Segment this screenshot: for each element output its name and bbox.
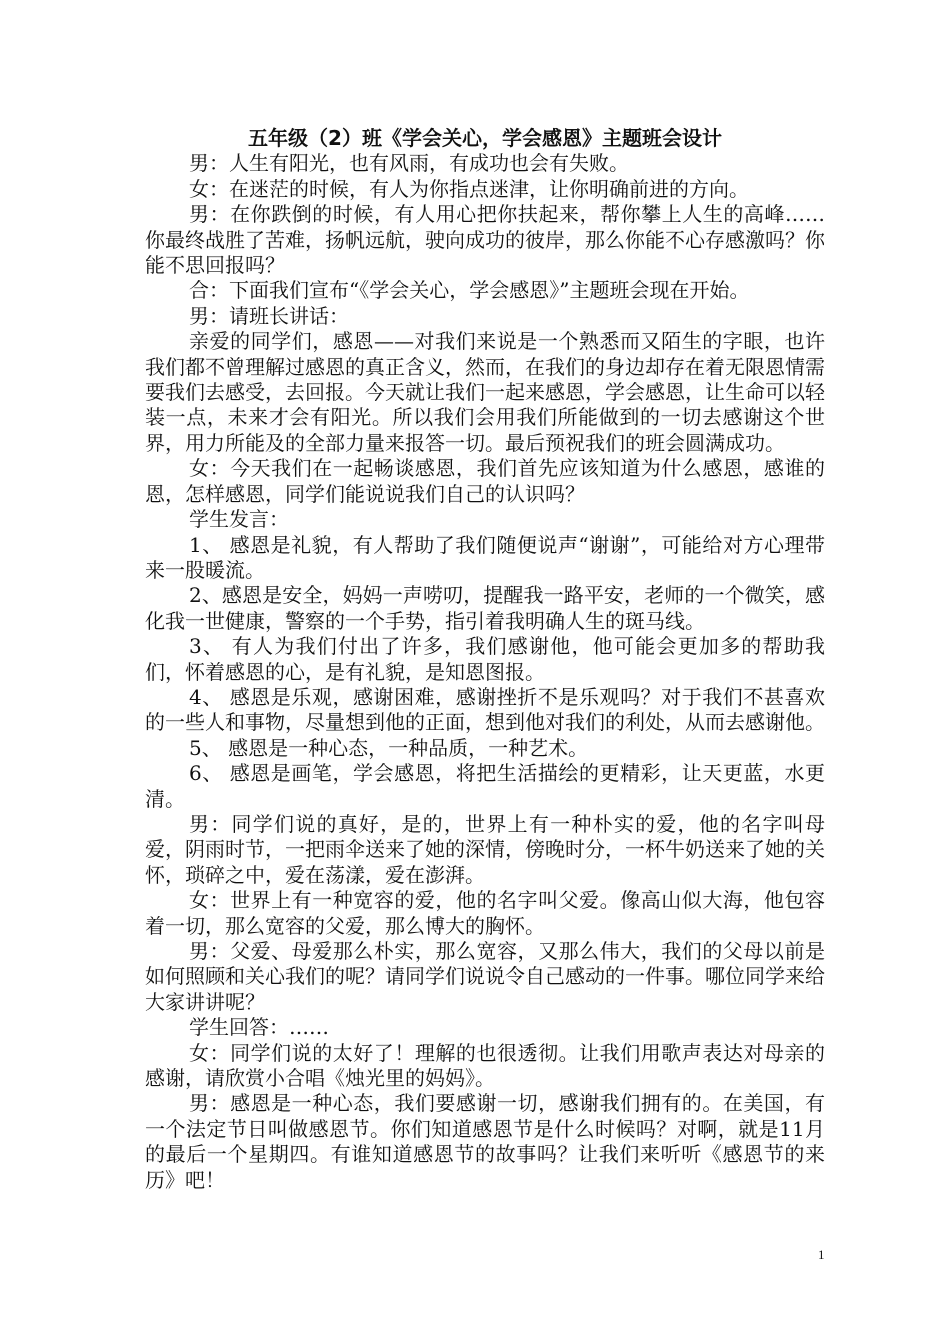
- paragraph: 男：感恩是一种心态，我们要感谢一切，感谢我们拥有的。在美国，有一个法定节日叫做感恩节。你们知道感恩节是什么时候吗？对啊，就是11月的最后一个星期四。有谁知道感恩节的故事吗？让我们来听听《感恩节的来历》吧！: [145, 1091, 825, 1192]
- list-item: 3、 有人为我们付出了许多，我们感谢他，他可能会更加多的帮助我们，怀着感恩的心，是有礼貌，是知恩图报。: [145, 634, 825, 684]
- list-item: 2、感恩是安全，妈妈一声唠叨，提醒我一路平安，老师的一个微笑，感化我一世健康，警察的一个手势，指引着我明确人生的斑马线。: [145, 583, 825, 633]
- paragraph: 合：下面我们宣布“《学会关心，学会感恩》”主题班会现在开始。: [189, 278, 750, 303]
- paragraph: 男：在你跌倒的时候，有人用心把你扶起来，帮你攀上人生的高峰……你最终战胜了苦难，扬帆远航，驶向成功的彼岸，那么你能不心存感激吗？你能不思回报吗？: [145, 202, 825, 278]
- paragraph: 男：请班长讲话：: [189, 303, 349, 328]
- paragraph: 亲爱的同学们，感恩——对我们来说是一个熟悉而又陌生的字眼，也许我们都不曾理解过感恩的真正含义，然而，在我们的身边却存在着无限恩情需要我们去感受，去回报。今天就让我们一起来感恩，学会感恩，让生命可以轻装一点，未来才会有阳光。所以我们会用我们所能做到的一切去感谢这个世界，用力所能及的全部力量来报答一切。最后预祝我们的班会圆满成功。: [145, 329, 825, 455]
- list-item: 6、 感恩是画笔，学会感恩，将把生活描绘的更精彩，让天更蓝，水更清。: [145, 761, 825, 811]
- document-title: 五年级（2）班《学会关心，学会感恩》主题班会设计: [248, 126, 722, 150]
- list-item: 4、 感恩是乐观，感谢困难，感谢挫折不是乐观吗？对于我们不甚喜欢的一些人和事物，尽量想到他的正面，想到他对我们的利处，从而去感谢他。: [145, 684, 825, 735]
- paragraph: 女：今天我们在一起畅谈感恩，我们首先应该知道为什么感恩，感谁的恩，怎样感恩，同学们能说说我们自己的认识吗？: [145, 456, 825, 506]
- list-item: 1、 感恩是礼貌，有人帮助了我们随便说声“谢谢”，可能给对方心理带来一股暖流。: [145, 532, 825, 582]
- list-item: 5、 感恩是一种心态，一种品质，一种艺术。: [189, 735, 589, 760]
- document-body: [145, 126, 825, 1193]
- paragraph: 女：在迷茫的时候，有人为你指点迷津，让你明确前进的方向。: [189, 176, 749, 201]
- paragraph: 男：人生有阳光，也有风雨，有成功也会有失败。: [189, 151, 629, 176]
- paragraph: 学生回答：……: [189, 1015, 329, 1040]
- paragraph: 女：同学们说的太好了！理解的也很透彻。让我们用歌声表达对母亲的感谢，请欣赏小合唱《烛光里的妈妈》。: [145, 1040, 825, 1091]
- paragraph: 男：同学们说的真好，是的，世界上有一种朴实的爱，他的名字叫母爱，阴雨时节，一把雨伞送来了她的深情，傍晚时分，一杯牛奶送来了她的关怀，琐碎之中，爱在荡漾，爱在澎湃。: [145, 811, 825, 887]
- page-number: 1: [818, 1247, 825, 1262]
- paragraph: 学生发言：: [189, 507, 289, 532]
- paragraph: 男：父爱、母爱那么朴实，那么宽容，又那么伟大，我们的父母以前是如何照顾和关心我们的呢？请同学们说说令自己感动的一件事。哪位同学来给大家讲讲呢？: [145, 939, 825, 1014]
- paragraph: 女：世界上有一种宽容的爱，他的名字叫父爱。像高山似大海，他包容着一切，那么宽容的父爱，那么博大的胸怀。: [145, 888, 825, 938]
